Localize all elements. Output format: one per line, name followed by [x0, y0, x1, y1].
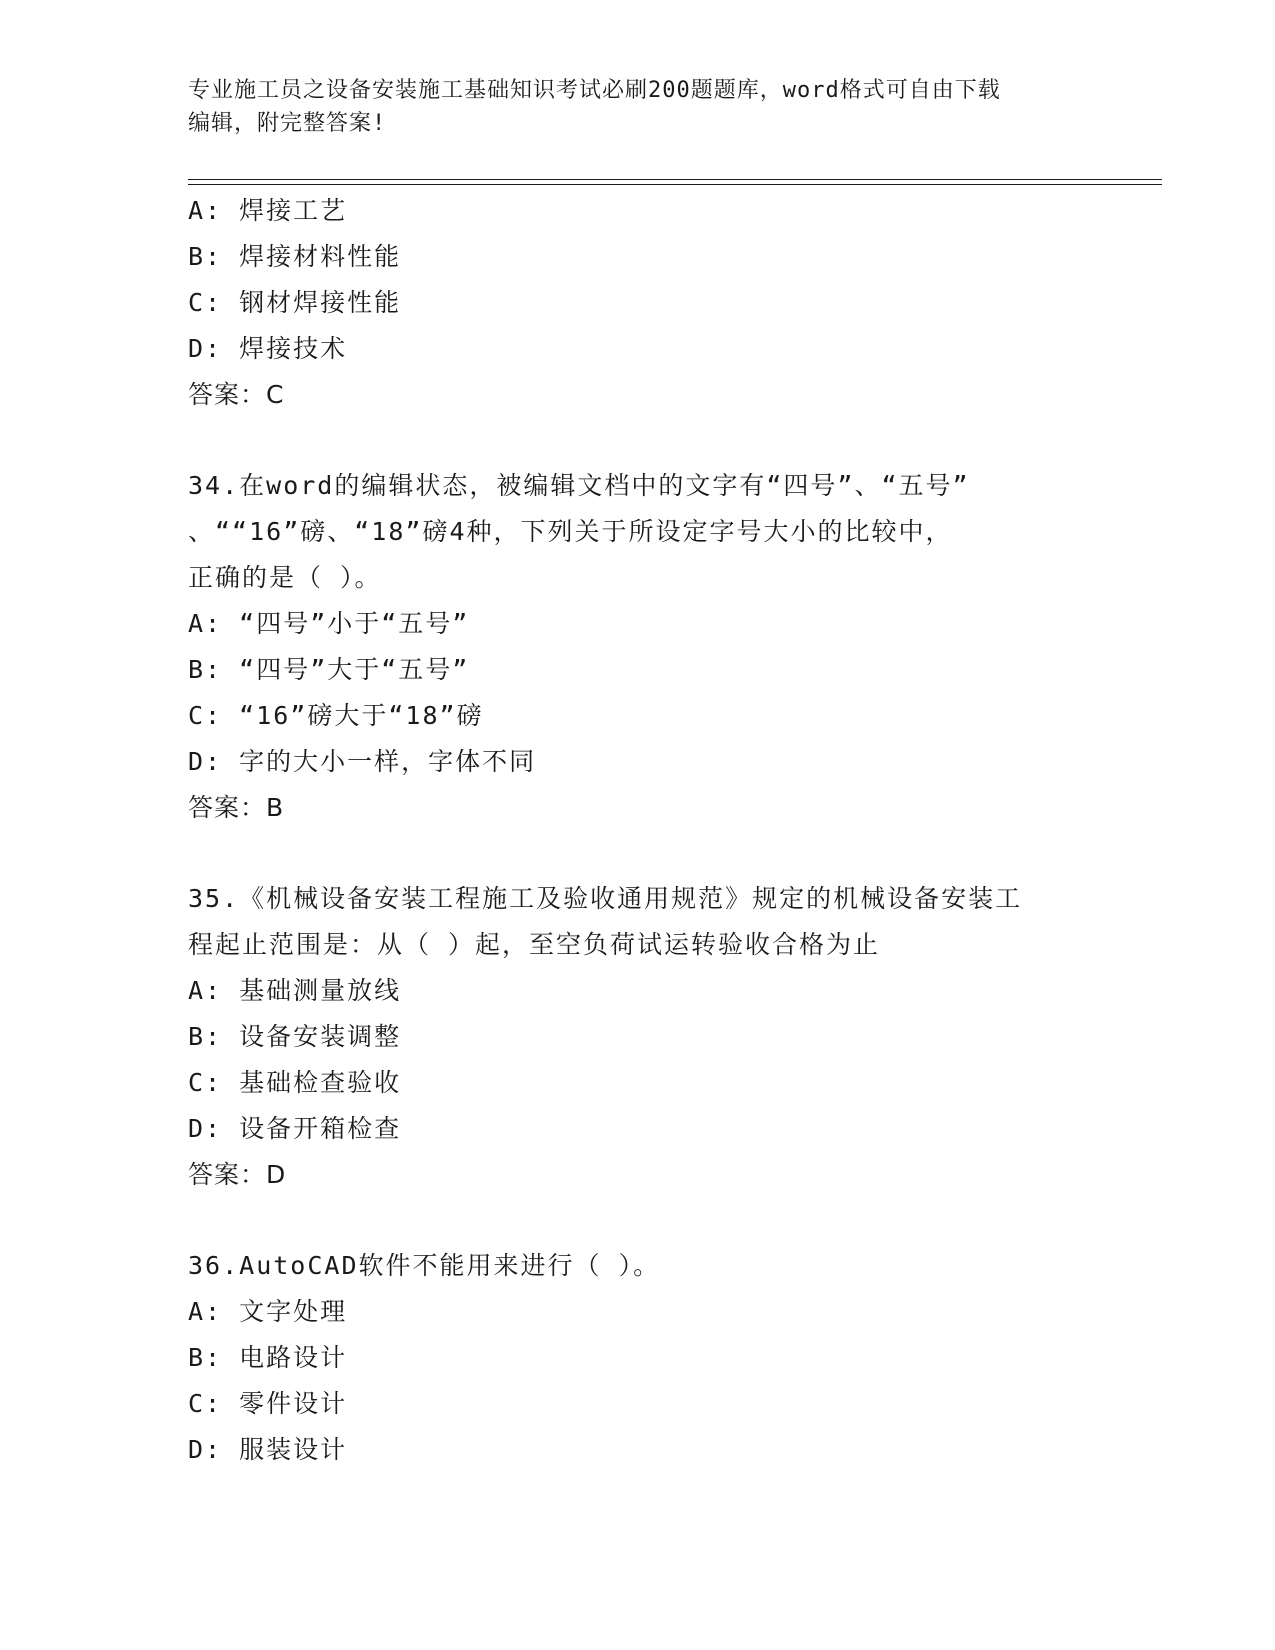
option-d: D: 设备开箱检查 [188, 1114, 402, 1143]
option-b: B: “四号”大于“五号” [188, 655, 470, 684]
option-d: D: 焊接技术 [188, 334, 348, 363]
header-rule-top [188, 179, 1162, 180]
option-c: C: “16”磅大于“18”磅 [188, 701, 484, 730]
document-body [188, 188, 1088, 1473]
question-34 [188, 463, 1088, 831]
option-c: C: 零件设计 [188, 1389, 348, 1418]
question-text-line: 36.AutoCAD软件不能用来进行（ ）。 [188, 1251, 661, 1280]
option-a: A: 焊接工艺 [188, 196, 348, 225]
spacer [188, 831, 1088, 876]
header-rule-bottom [188, 184, 1162, 185]
answer: 答案：D [188, 1160, 287, 1189]
option-b: B: 设备安装调整 [188, 1022, 402, 1051]
header-title-line-1: 专业施工员之设备安装施工基础知识考试必刷200题题库，word格式可自由下载 [188, 78, 1001, 103]
option-c: C: 基础检查验收 [188, 1068, 402, 1097]
question-text-line: 正确的是（ ）。 [188, 563, 382, 592]
option-a: A: 基础测量放线 [188, 976, 402, 1005]
spacer [188, 1198, 1088, 1243]
question-35 [188, 876, 1088, 1198]
spacer [188, 418, 1088, 463]
question-text-line: 程起止范围是：从（ ）起，至空负荷试运转验收合格为止 [188, 930, 881, 959]
question-text-line: 35.《机械设备安装工程施工及验收通用规范》规定的机械设备安装工 [188, 884, 1023, 913]
answer: 答案：C [188, 380, 285, 409]
option-b: B: 电路设计 [188, 1343, 348, 1372]
option-c: C: 钢材焊接性能 [188, 288, 402, 317]
option-d: D: 字的大小一样，字体不同 [188, 747, 537, 776]
question-36 [188, 1243, 1088, 1473]
option-d: D: 服装设计 [188, 1435, 348, 1464]
document-header [188, 74, 1088, 140]
option-a: A: “四号”小于“五号” [188, 609, 470, 638]
question-text-line: 34.在word的编辑状态，被编辑文档中的文字有“四号”、“五号” [188, 471, 970, 500]
question-33 [188, 188, 1088, 418]
header-title-line-2: 编辑，附完整答案! [188, 111, 387, 136]
answer: 答案：B [188, 793, 285, 822]
option-a: A: 文字处理 [188, 1297, 348, 1326]
question-text-line: 、““16”磅、“18”磅4种，下列关于所设定字号大小的比较中， [188, 517, 953, 546]
option-b: B: 焊接材料性能 [188, 242, 402, 271]
